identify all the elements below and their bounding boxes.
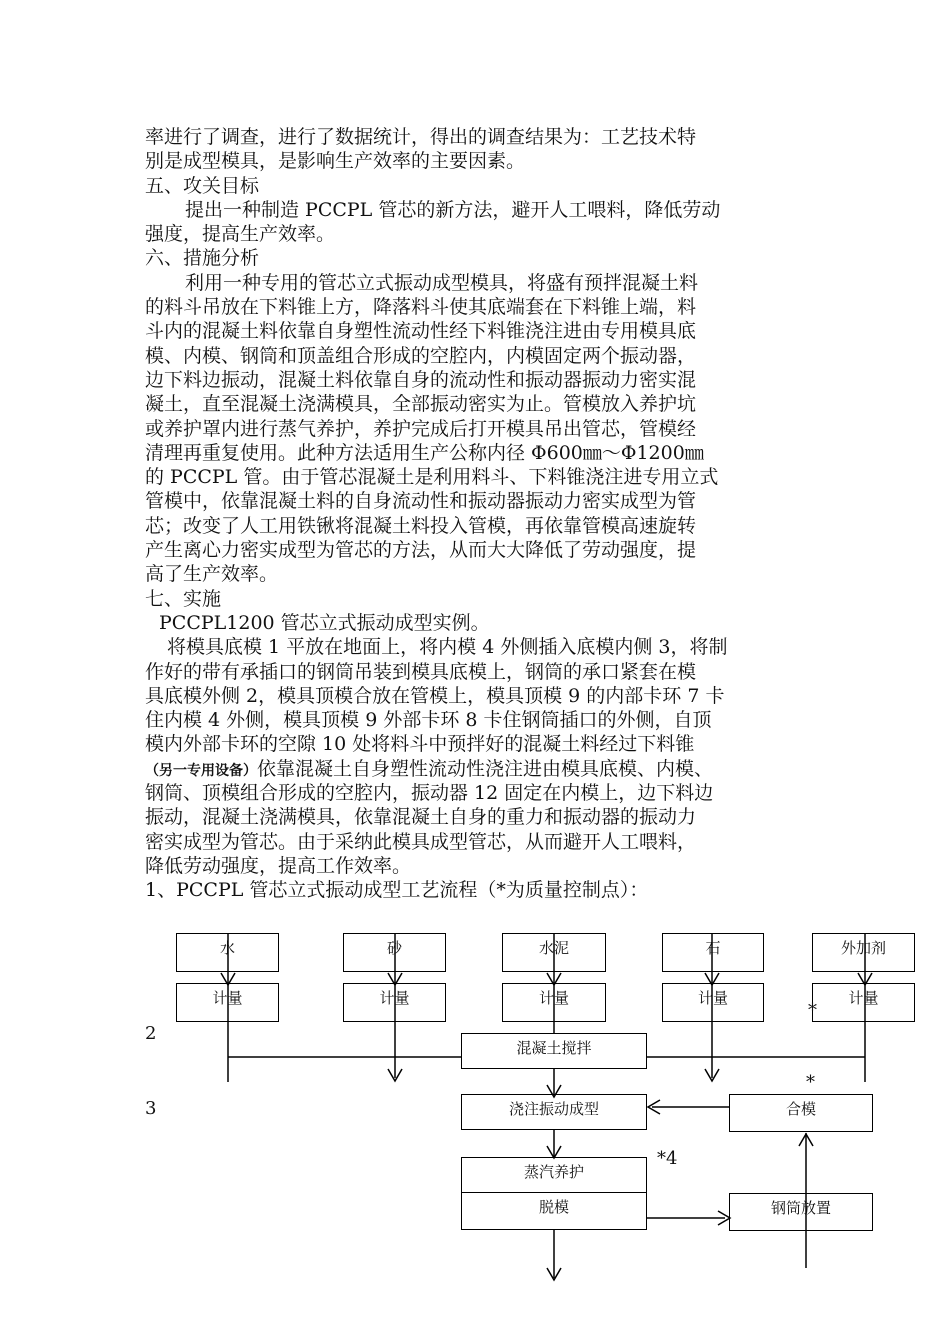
text-line: 具底模外侧 2，模具顶模合放在管模上，模具顶模 9 的内部卡环 7 卡: [145, 684, 725, 707]
text-line: 斗内的混凝土料依靠自身塑性流动性经下料锥浇注进由专用模具底: [145, 320, 697, 343]
metering-cement-box: 计量: [502, 983, 606, 1022]
text-line: 将模具底模 1 平放在地面上，将内模 4 外侧插入底模内侧 3，将制: [167, 636, 728, 659]
metering-sand-box: 计量: [343, 983, 446, 1022]
text-line: 的 PCCPL 管。由于管芯混凝土是利用料斗、下料锥浇注进专用立式: [145, 466, 719, 489]
material-cement-box: 水泥: [502, 933, 606, 972]
text-line: 芯；改变了人工用铁锹将混凝土料投入管模，再依靠管模高速旋转: [145, 514, 697, 537]
concrete-mixing-box: 混凝土搅拌: [461, 1033, 647, 1069]
text-line: PCCPL1200 管芯立式振动成型实例。: [159, 611, 490, 634]
quality-mark: *: [808, 1000, 817, 1021]
text-line: 边下料边振动，混凝土料依靠自身的流动性和振动器振动力密实混: [145, 368, 697, 391]
metering-admixture-box: 计量: [812, 983, 915, 1022]
metering-water-box: 计量: [176, 983, 279, 1022]
text-line: 高了生产效率。: [145, 563, 279, 586]
text-line: 利用一种专用的管芯立式振动成型模具，将盛有预拌混凝土料: [185, 271, 699, 294]
pour-vibrate-box: 浇注振动成型: [461, 1094, 647, 1130]
flowchart-caption: 1、PCCPL 管芯立式振动成型工艺流程（*为质量控制点）：: [145, 879, 649, 902]
metering-stone-box: 计量: [662, 983, 764, 1022]
text-line: 产生离心力密实成型为管芯的方法，从而大大降低了劳动强度，提: [145, 539, 697, 562]
text-line: 提出一种制造 PCCPL 管芯的新方法，避开人工喂料，降低劳动: [185, 198, 721, 221]
material-water-box: 水: [176, 933, 279, 972]
cylinder-placement-box: 钢筒放置: [729, 1193, 873, 1231]
step-number: 3: [145, 1098, 157, 1119]
text-line: 振动，混凝土浇满模具，依靠混凝土自身的重力和振动器的振动力: [145, 806, 697, 829]
step-number: 2: [145, 1023, 157, 1044]
text-line: 降低劳动强度，提高工作效率。: [145, 854, 412, 877]
text-line: 清理再重复使用。此种方法适用生产公称内径 Φ600㎜～Φ1200㎜: [145, 441, 704, 464]
text-fragment: 依靠混凝土自身塑性流动性浇注进由模具底模、内模、: [257, 757, 714, 780]
text-line: 率进行了调查，进行了数据统计，得出的调查结果为：工艺技术特: [145, 126, 697, 148]
close-mold-box: 合模: [729, 1094, 873, 1132]
steam-curing-box: 蒸汽养护: [461, 1157, 647, 1193]
material-sand-box: 砂: [343, 933, 446, 972]
section-heading: 七、实施: [145, 587, 222, 610]
demold-box: 脱模: [461, 1192, 647, 1230]
material-stone-box: 石: [662, 933, 764, 972]
text-line: 钢筒、顶模组合形成的空腔内，振动器 12 固定在内模上，边下料边: [145, 782, 714, 805]
text-line: 凝土，直至混凝土浇满模具，全部振动密实为止。管模放入养护坑: [145, 393, 697, 416]
text-line: 住内模 4 外侧，模具顶模 9 外部卡环 8 卡住钢筒插口的外侧，自顶: [145, 709, 712, 732]
section-heading: 六、措施分析: [145, 247, 260, 270]
material-admixture-box: 外加剂: [812, 933, 915, 972]
text-line: 模内外部卡环的空隙 10 处将料斗中预拌好的混凝土料经过下料锥: [145, 733, 695, 756]
text-line: 或养护罩内进行蒸气养护，养护完成后打开模具吊出管芯，管模经: [145, 417, 697, 440]
text-line: 别是成型模具，是影响生产效率的主要因素。: [145, 150, 526, 173]
text-line: 密实成型为管芯。由于采纳此模具成型管芯，从而避开人工喂料，: [145, 830, 697, 853]
section-heading: 五、攻关目标: [145, 174, 260, 197]
quality-mark: *: [806, 1072, 815, 1093]
text-line: 的料斗吊放在下料锥上方，降落料斗使其底端套在下料锥上端，料: [145, 296, 697, 319]
quality-mark: *4: [657, 1148, 678, 1169]
text-line: 管模中，依靠混凝土料的自身流动性和振动器振动力密实成型为管: [145, 490, 697, 513]
text-line: 强度，提高生产效率。: [145, 223, 336, 246]
text-line: 模、内模、钢筒和顶盖组合形成的空腔内，内模固定两个振动器，: [145, 344, 697, 367]
equipment-note: （另一专用设备）: [145, 762, 257, 779]
text-line: 作好的带有承插口的钢筒吊装到模具底模上，钢筒的承口紧套在模: [145, 660, 697, 683]
